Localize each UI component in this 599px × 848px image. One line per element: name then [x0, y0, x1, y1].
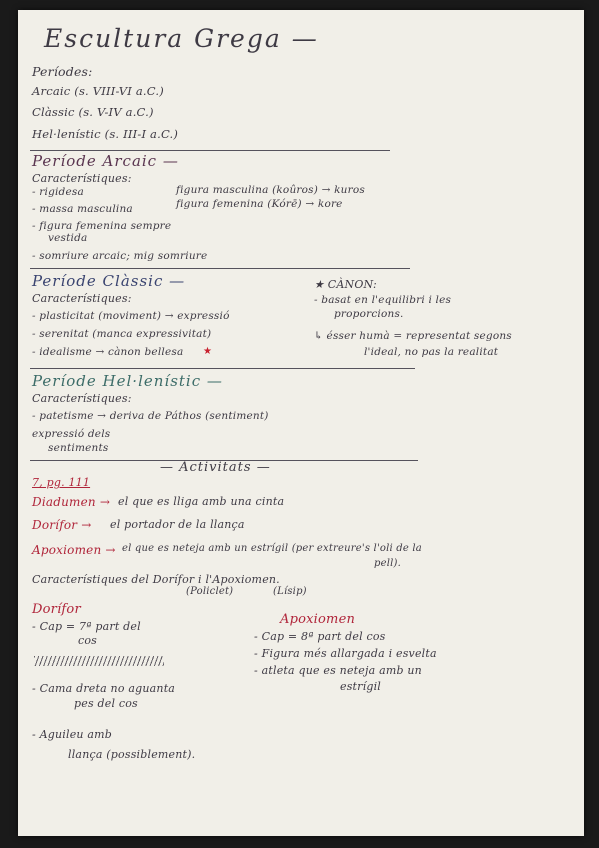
doriphoros-item: - Aguileu amb: [32, 728, 113, 741]
doriphoros-item: pes del cos: [74, 697, 138, 710]
activity-term: Diadumen →: [32, 495, 111, 509]
activity-definition: el que es neteja amb un estrígil (per extreure's l'oli de la: [122, 543, 422, 554]
doriphoros-item: - Cama dreta no aguanta: [32, 682, 176, 695]
archaic-item: - massa masculina: [32, 203, 133, 215]
archaic-heading: Període Arcaic —: [32, 152, 179, 170]
activities-reference: 7, pg. 111: [32, 476, 91, 489]
canon-line: - basat en l'equilibri i les: [314, 294, 452, 306]
activity-definition: pell).: [374, 558, 401, 569]
classic-item: - serenitat (manca expressivitat): [32, 328, 212, 340]
hellenistic-item: - patetisme → deriva de Páthos (sentiment): [32, 410, 269, 422]
period-archaic: Arcaic (s. VIII-VI a.C.): [32, 84, 164, 98]
classic-subheading: Característiques:: [32, 292, 132, 305]
archaic-item: - rigidesa: [32, 186, 84, 198]
archaic-item: - figura femenina sempre: [32, 220, 172, 232]
comparison-sub: (Policlet): [186, 586, 234, 597]
classic-heading: Període Clàssic —: [32, 272, 186, 290]
apoxyomenos-item: - atleta que es neteja amb un: [254, 664, 422, 677]
archaic-item: vestida: [48, 232, 88, 244]
activity-term: Apoxiomen →: [32, 543, 116, 557]
period-hellenistic: Hel·lenístic (s. III-I a.C.): [32, 127, 179, 141]
notebook-page: [18, 10, 584, 836]
doriphoros-title: Dorífor: [32, 602, 81, 617]
divider: [30, 268, 410, 269]
canon-line: proporcions.: [334, 308, 404, 320]
archaic-item: - somriure arcaic; mig somriure: [32, 250, 208, 262]
doriphoros-item: - Cap = 7ª part del: [32, 620, 141, 633]
classic-item: - idealisme → cànon bellesa: [32, 346, 184, 358]
apoxyomenos-item: - Cap = 8ª part del cos: [254, 630, 386, 643]
comparison-line: Característiques del Dorífor i l'Apoxiomen.: [32, 573, 280, 586]
periods-label: Períodes:: [32, 64, 93, 79]
doriphoros-item: cos: [78, 634, 98, 647]
canon-heading: ★ CÀNON:: [314, 278, 377, 291]
hellenistic-item: sentiments: [48, 442, 109, 454]
archaic-figure-female: figura femenina (Kórē) → kore: [176, 198, 343, 210]
activities-heading: — Activitats —: [160, 460, 271, 475]
apoxyomenos-title: Apoxiomen: [280, 612, 356, 627]
apoxyomenos-item: - Figura més allargada i esvelta: [254, 647, 437, 660]
doriphoros-item: llança (possiblement).: [68, 748, 196, 761]
hellenistic-subheading: Característiques:: [32, 392, 132, 405]
period-classic: Clàssic (s. V-IV a.C.): [32, 105, 154, 119]
classic-item: - plasticitat (moviment) → expressió: [32, 310, 230, 322]
hellenistic-item: expressió dels: [32, 428, 111, 440]
star-icon: ★: [203, 346, 213, 357]
canon-line: ↳ ésser humà = representat segons: [314, 330, 512, 342]
canon-line: l'ideal, no pas la realitat: [364, 346, 499, 358]
crossed-out-text: [34, 656, 164, 666]
comparison-sub: (Lísip): [273, 586, 307, 597]
page-title: Escultura Grega —: [44, 24, 319, 53]
divider: [30, 150, 390, 151]
activity-definition: el que es lliga amb una cinta: [118, 495, 285, 508]
hellenistic-heading: Període Hel·lenístic —: [32, 372, 223, 390]
activity-term: Dorífor →: [32, 518, 92, 532]
apoxyomenos-item: estrígil: [340, 680, 382, 693]
divider: [30, 368, 415, 369]
activity-definition: el portador de la llança: [110, 518, 245, 531]
archaic-figure-male: figura masculina (koûros) → kuros: [176, 184, 365, 196]
archaic-subheading: Característiques:: [32, 172, 132, 185]
